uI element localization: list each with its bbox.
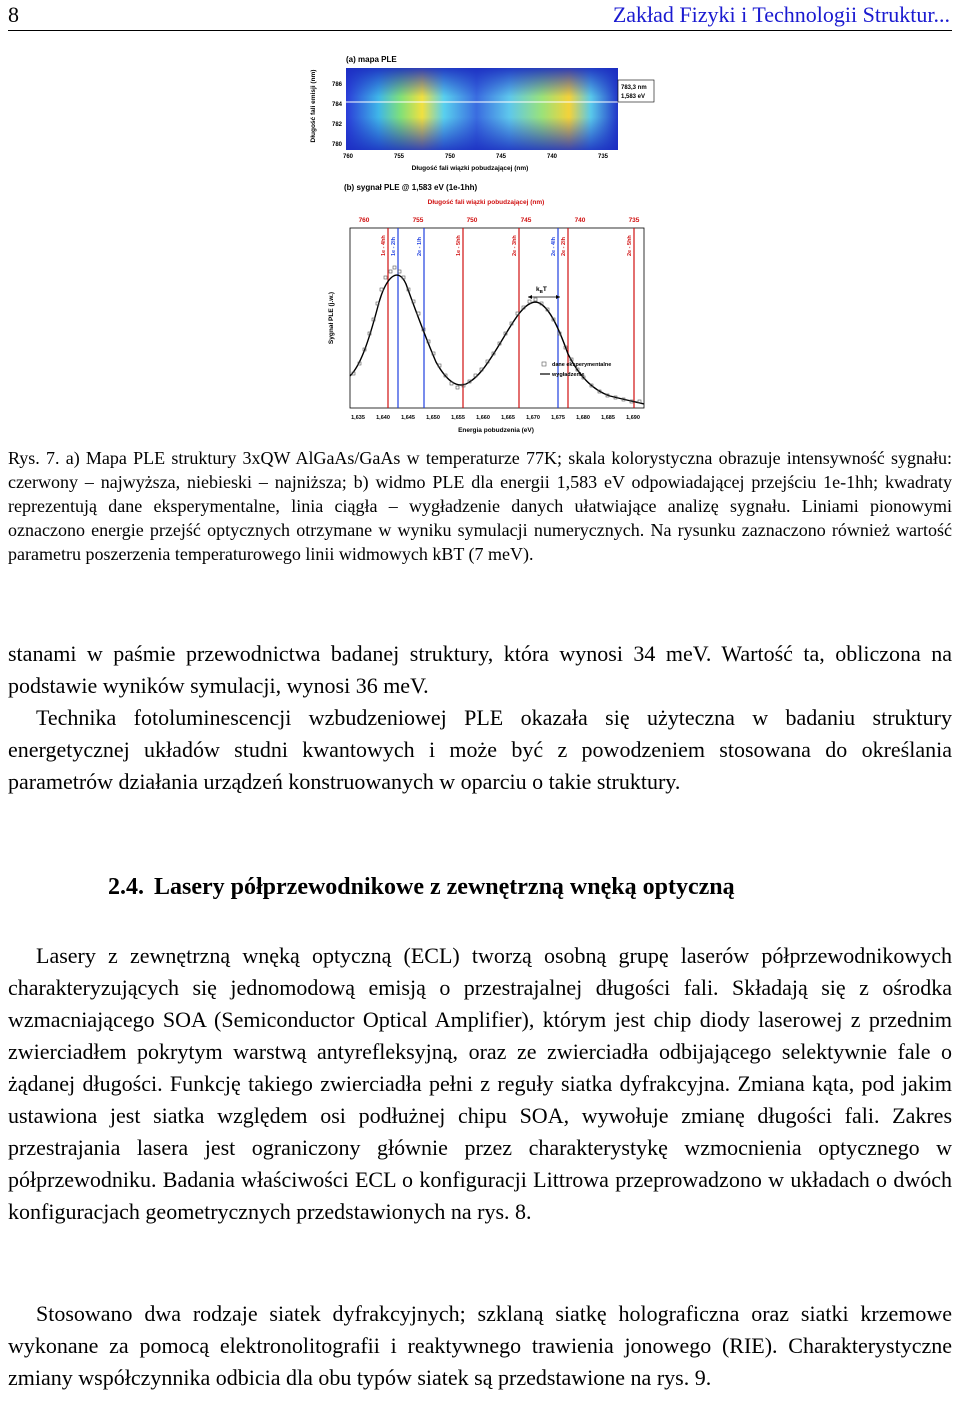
ple-data-points [352,266,641,403]
figure-ple [300,44,660,444]
ple-fit-curve [350,275,644,404]
section-title: Lasery półprzewodnikowe z zewnętrzną wnęką optyczną [154,874,735,900]
transition-label: 1e - 5hh [456,235,462,256]
panel-b-top-tick: 760 [358,217,370,224]
page-header [8,0,952,34]
svg-text:kBT [536,286,547,294]
kbt-sub: B [539,289,543,294]
legend-data-label: dane eksperymentalne [552,362,612,368]
panel-b-top-axis-label: Długość fali wiązki pobudzającej (nm) [427,199,545,206]
panel-a-title: (a) mapa PLE [346,55,397,64]
panel-b-title: (b) sygnał PLE @ 1,583 eV (1e-1hh) [344,183,478,192]
panel-b-legend [540,362,611,378]
panel-b-xlabel: Energia pobudzenia (eV) [458,427,534,434]
panel-a-xtick: 755 [393,154,405,160]
ple-map-marker-wavelength: 783,3 nm [621,85,647,91]
transition-label: 2e - 2lh [561,237,567,256]
panel-a-ylabel: Długość fali emisji (nm) [310,69,317,143]
legend-fit-label: wygładzenie [552,372,585,378]
panel-a-xlabel: Długość fali wiązki pobudzającej (nm) [411,165,529,172]
panel-a-xtick: 735 [597,154,609,160]
panel-b-top-tick: 755 [412,217,424,224]
panel-b-top-tick: 740 [574,217,586,224]
panel-a-xtick: 760 [342,154,354,160]
panel-b-top-tick: 750 [466,217,478,224]
section-heading [108,874,739,901]
panel-b-xtick: 1,690 [626,415,640,421]
header-rule [8,30,952,31]
panel-b-xtick: 1,635 [351,415,365,421]
panel-b-xtick: 1,660 [476,415,490,421]
panel-b-xtick: 1,640 [376,415,390,421]
transition-label: 1e - 2lh [391,237,397,256]
panel-b-xtick: 1,675 [551,415,565,421]
panel-b-xtick: 1,685 [601,415,615,421]
kbt-annotation [528,286,560,299]
ple-map-shade [346,68,618,150]
panel-b-top-tick: 745 [520,217,532,224]
running-title: Zakład Fizyki i Technologii Struktur... [612,2,950,27]
panel-a-ytick: 784 [331,102,342,108]
panel-a-ytick: 786 [331,82,342,88]
panel-a-xtick: 750 [444,154,456,160]
paragraph-ecl-intro: Lasery z zewnętrzną wnęką optyczną (ECL) tworzą osobną grupę laserów półprzewodnikowych charakteryzujących się jednomodową emisją o przestrajalnej długości fali. Składają się z ośrodka wzmacniającego SOA (Semiconductor Optical Amplifier), którym jest chip diody laserowej z przednim zwierciadłem pokrytym warstwą antyrefleksyjną, oraz ze zwierciadła odbijającego selektywnie fale o żądanej długości. Funkcję takiego zwierciadła pełni z reguły siatka dyfrakcyjna. Zmiana kąta, pod jakim ustawiona jest siatka względem osi podłużnej chipu SOA, wywołuje zmianę długości fali. Zakres przestrajania lasera jest ograniczony głównie przez charakterystykę wzmocnienia optycznego w półprzewodniku. Badania właściwości ECL o konfiguracji Littrowa przeprowadzono w układach o dwóch konfiguracjach geometrycznych przedstawionych na rys. 8. [8,943,952,1224]
panel-a-ytick: 782 [331,122,342,128]
panel-a-xtick: 745 [495,154,507,160]
transition-label: 1e - 4hh [381,235,387,256]
transition-label: 2e - 5hh [627,235,633,256]
panel-a-ytick: 780 [331,142,342,148]
kbt-k: k [536,286,540,293]
transition-label: 2e - 1lh [417,237,423,256]
paragraph-continued: stanami w paśmie przewodnictwa badanej struktury, która wynosi 34 meV. Wartość ta, obliczona na podstawie wyników symulacji, wynosi 36 meV. [8,641,952,698]
panel-b-xtick: 1,650 [426,415,440,421]
kbt-t: T [542,286,547,293]
panel-b-top-tick: 735 [628,217,640,224]
transition-label: 2e - 3hh [512,235,518,256]
panel-b-ylabel: Sygnał PLE (j.w.) [328,291,335,345]
panel-b-xtick: 1,645 [401,415,415,421]
panel-b-xtick: 1,680 [576,415,590,421]
paragraph-gratings: Stosowano dwa rodzaje siatek dyfrakcyjnych; szklaną siatkę holograficzna oraz siatki krzemowe wykonane za pomocą elektronolitografii i reaktywnego trawienia jonowego (RIE). Charakterystyczne zmiany współczynnika odbicia dla obu typów siatek są przedstawione na rys. 9. [8,1301,952,1390]
panel-a-xtick: 740 [546,154,558,160]
panel-b-xtick: 1,670 [526,415,540,421]
panel-b-xtick: 1,665 [501,415,515,421]
transition-label: 2e - 4lh [551,237,557,256]
figure-caption: Rys. 7. a) Mapa PLE struktury 3xQW AlGaAs/GaAs w temperaturze 77K; skala kolorystyczna obrazuje intensywność sygnału: czerwony – najwyższa, niebieski – najniższa; b) widmo PLE dla energii 1,583 eV odpowiadającej przejściu 1e-1hh; kwadraty reprezentują dane eksperymentalne, linia ciągła – wygładzenie danych ułatwiające analizę sygnału. Liniami pionowymi oznaczono energie przejść optycznych otrzymane w wyniku symulacji numerycznych. Na rysunku zaznaczono również wartość parametru poszerzenia temperaturowego linii widmowych kBT (7 meV). [8,448,952,564]
ple-map-marker-energy: 1,583 eV [621,94,646,100]
page-number: 8 [8,2,19,27]
section-number: 2.4. [108,874,144,900]
paragraph-ple-technique: Technika fotoluminescencji wzbudzeniowej PLE okazała się użyteczna w badaniu struktury energetycznej układów studni kwantowych i może być z powodzeniem stosowana do określania parametrów działania urządzeń konstruowanych w oparciu o takie struktury. [8,705,952,794]
panel-b-xtick: 1,655 [451,415,465,421]
